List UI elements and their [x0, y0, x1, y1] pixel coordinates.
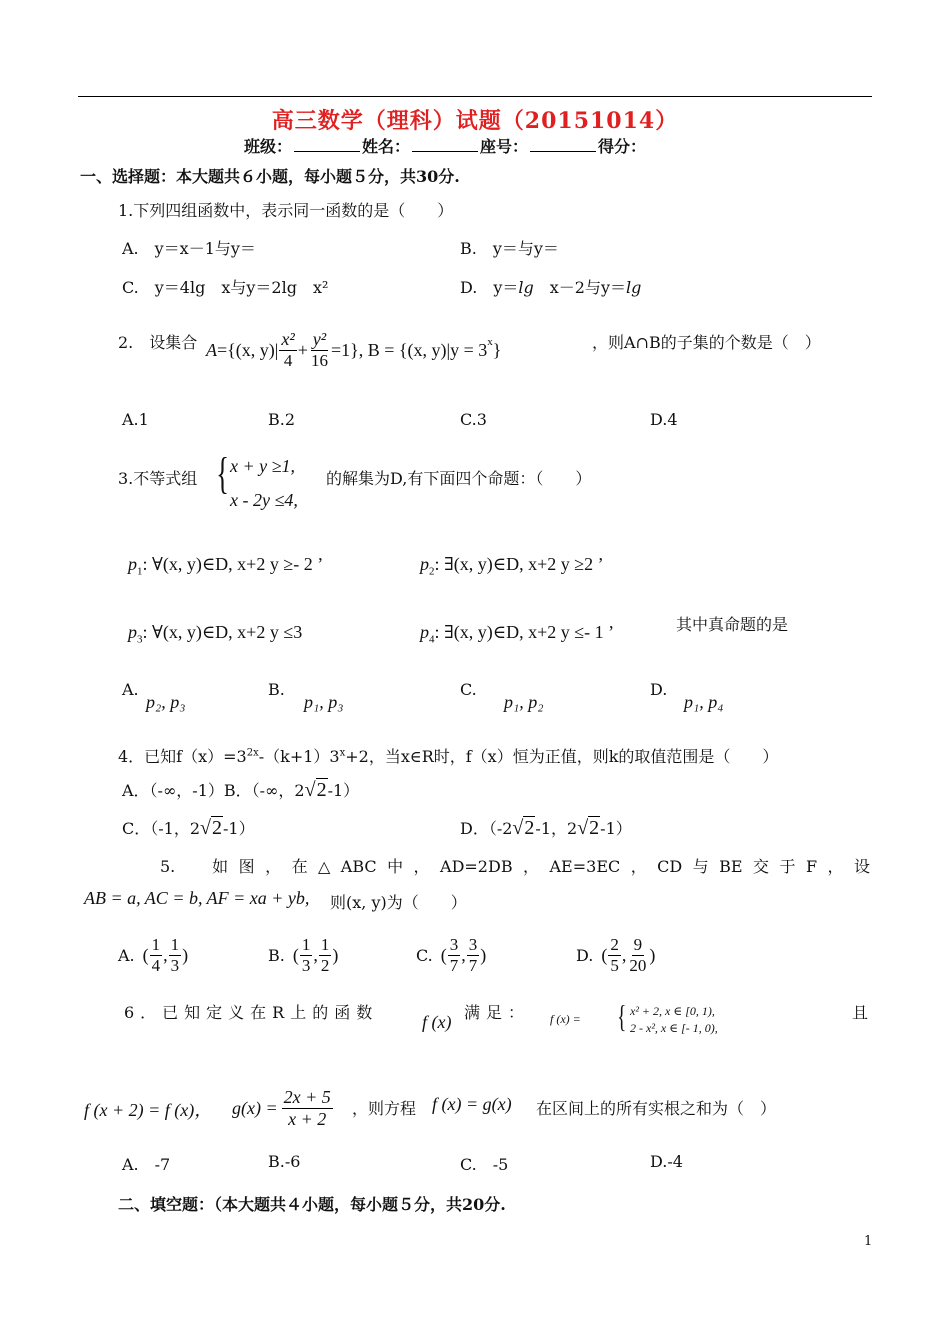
- q3-brace: {: [216, 449, 229, 498]
- q6-satisfies: 满足：: [464, 1003, 531, 1022]
- q3-p4-tail: 其中真命题的是: [676, 615, 789, 634]
- q5-stem: 5. 如图，在△ABC中，AD=2DB，AE=3EC，CD与BE交于F，设: [160, 857, 870, 876]
- q4-option-d: D．（-2√2-1，2√2-1）: [460, 817, 632, 839]
- q3-option-d-label: D.: [650, 680, 668, 699]
- q3-option-a-label: A.: [122, 680, 139, 699]
- q5-option-b: B. ( $\frac{1}{3}$ , $\frac{1}{2}$ ): [268, 934, 339, 975]
- q1-option-b: B. y＝与y＝: [460, 239, 559, 258]
- q1-stem: 1.下列四组函数中，表示同一函数的是（ ）: [118, 201, 454, 220]
- q3-option-b: p₁, p₃: [304, 692, 344, 712]
- seat-blank[interactable]: [530, 151, 596, 152]
- q6-fx: f (x): [422, 1012, 452, 1032]
- q4-stem: 4．已知$f(x)=3^{2x}-(k+1)3^x+2$，当x∈R时，f（x）恒为正值，则k的取值范围是（ ）: [118, 747, 779, 766]
- page-number: 1: [864, 1234, 873, 1249]
- q6-tail-b: 在区间上的所有实根之和为（ ）: [536, 1099, 777, 1118]
- q3-option-a: p₂, p₃: [146, 692, 186, 712]
- q6-piece-1: x² + 2, x ∈ [0, 1),: [630, 1004, 715, 1018]
- q6-g-definition: g(x) = $\frac{2x + 5}{x + 2}$: [232, 1086, 331, 1129]
- sqrt-icon: √2: [200, 817, 222, 839]
- q3-option-b-label: B.: [268, 680, 285, 699]
- section-1-heading: 一、选择题：本大题共６小题，每小题５分，共30分.: [80, 167, 460, 186]
- q6-option-a: A. -7: [122, 1155, 171, 1174]
- q2-tail: ，则A∩B的子集的个数是（ ）: [592, 333, 821, 352]
- student-info-line: [244, 134, 646, 157]
- q6-piecewise-lhs: f (x) =: [550, 1012, 581, 1026]
- q3-option-c-label: C.: [460, 680, 477, 699]
- q3-p4: $p_4$: ∃(x, y)∈D, x+2 y ≤- 1 ’: [420, 622, 615, 646]
- q3-option-d: p₁, p₄: [684, 692, 724, 712]
- q6-option-b: B.-6: [268, 1152, 301, 1171]
- q2-set-formula: A ={(x, y)| $\frac{\text{x²}}{4}$ + $\frac{\text{y²}}{16}$ =1}, B = {(x, y)|y = 3 $^x$ }: [206, 329, 502, 371]
- q3-p1: $p_1$: ∀(x, y)∈D, x+2 y ≥- 2 ’: [128, 554, 324, 578]
- q6-option-c: C. -5: [460, 1155, 509, 1174]
- seat-label: 座号：: [480, 137, 529, 156]
- q6-periodic: f (x + 2) = f (x)，: [84, 1100, 213, 1120]
- q1-option-a: A. y＝x－1与y＝: [122, 239, 256, 258]
- q5-vector-tail: 则(x, y)为（ ）: [330, 893, 467, 912]
- q2-fraction-x: $\frac{\text{x²}}{4}$: [281, 329, 295, 371]
- q4-option-c: C．（-1，2√2-1）: [122, 817, 255, 839]
- sqrt-icon: √2: [577, 817, 600, 839]
- class-blank[interactable]: [294, 151, 360, 152]
- q5-option-a: A. ( $\frac{1}{4}$ , $\frac{1}{3}$ ): [118, 934, 189, 975]
- q3-ineq-1: x + y ≥1,: [230, 456, 296, 476]
- name-blank[interactable]: [412, 151, 478, 152]
- q4-option-a-b: A．（-∞，-1）B．（-∞，2√2-1）: [122, 779, 360, 801]
- exam-title: 高三数学（理科）试题（20151014）: [271, 108, 679, 134]
- q6-option-d: D.-4: [650, 1152, 683, 1171]
- q6-stem: 6．已知定义在R上的函数: [124, 1003, 379, 1022]
- q3-option-c: p₁, p₂: [504, 692, 544, 712]
- q2-option-a: A.1: [122, 410, 149, 429]
- q2-label: 2. 设集合: [118, 333, 198, 352]
- q6-and: 且: [852, 1003, 869, 1022]
- q6-tail-a: ，则方程: [352, 1099, 417, 1118]
- q5-option-c: C. ( $\frac{3}{7}$ , $\frac{3}{7}$ ): [416, 934, 487, 975]
- q3-p2: $p_2$: ∃(x, y)∈D, x+2 y ≥2 ’: [420, 554, 604, 578]
- name-label: 姓名：: [362, 137, 411, 156]
- q3-tail: 的解集为D,有下面四个命题：（ ）: [326, 469, 592, 488]
- q2-option-b: B.2: [268, 410, 296, 429]
- sqrt-icon: √2: [304, 779, 327, 801]
- q1-option-c: C. y＝4lg x与y＝2lg x²: [122, 278, 329, 297]
- section-2-heading: 二、填空题：（本大题共４小题，每小题５分，共20分.: [118, 1195, 506, 1214]
- q3-ineq-2: x - 2y ≤4,: [230, 490, 298, 510]
- q2-option-c: C.3: [460, 410, 487, 429]
- header-rule: [78, 96, 872, 97]
- q5-vector-line: AB = a, AC = b, AF = xa + yb,: [84, 888, 310, 908]
- q6-piecewise-brace: {: [617, 998, 627, 1034]
- score-label: 得分：: [598, 137, 647, 156]
- q6-piece-2: 2 - x², x ∈ [- 1, 0),: [630, 1021, 718, 1035]
- q2-option-d: D.4: [650, 410, 678, 429]
- q5-option-d: D. ( $\frac{2}{5}$ , $\frac{9}{20}$ ): [576, 934, 656, 975]
- sqrt-icon: √2: [512, 817, 535, 839]
- class-label: 班级：: [244, 137, 293, 156]
- q3-p3: $p_3$: ∀(x, y)∈D, x+2 y ≤3: [128, 622, 303, 646]
- q1-option-d: D. y＝lg x－2与y＝lg: [460, 278, 642, 297]
- q6-equation: f (x) = g(x): [432, 1094, 512, 1114]
- q2-fraction-y: $\frac{\text{y²}}{16}$: [310, 329, 328, 371]
- q3-label: 3.不等式组: [118, 469, 198, 488]
